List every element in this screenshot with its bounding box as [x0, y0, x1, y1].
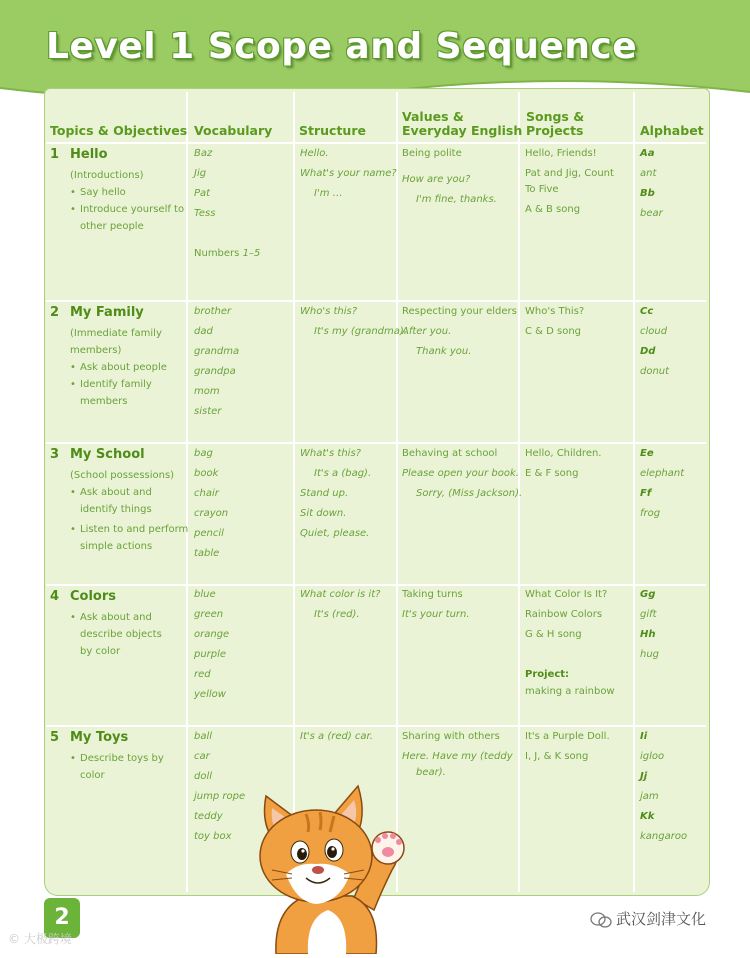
- values-line: Please open your book.: [402, 468, 519, 479]
- topic-title: My Family: [70, 305, 144, 320]
- header-values-line1: Values &: [402, 109, 464, 124]
- row-number: 2: [50, 305, 60, 320]
- values-cell: [402, 444, 522, 504]
- structure-cell: [300, 585, 380, 625]
- vocab-word: Jig: [194, 168, 207, 179]
- objective-text: members: [80, 396, 128, 407]
- vocab-word: pencil: [194, 528, 224, 539]
- vocabulary-cell: [194, 585, 229, 705]
- vocab-word: grandma: [194, 346, 240, 357]
- vocab-word: doll: [194, 771, 213, 782]
- values-cell: [402, 727, 513, 783]
- header-songs: [526, 110, 584, 138]
- values-line: How are you?: [402, 174, 471, 185]
- alphabet-cell: [640, 585, 659, 665]
- vocab-word: chair: [194, 488, 219, 499]
- structure-line: I'm …: [314, 188, 343, 199]
- objective-text: Ask about people: [80, 362, 167, 373]
- song-line: Who's This?: [525, 306, 585, 317]
- watermark-logo-icon: ©: [8, 932, 20, 946]
- vocabulary-cell: [194, 302, 239, 422]
- structure-line: It's a (red) car.: [300, 731, 373, 742]
- vocab-word: red: [194, 669, 211, 680]
- objective-bullet: • Say hello: [70, 187, 126, 198]
- values-line: bear).: [416, 767, 446, 778]
- objective-text: Introduce yourself to: [80, 204, 185, 215]
- alphabet-word: gift: [640, 609, 657, 620]
- vocab-word: dad: [194, 326, 213, 337]
- alphabet-word: frog: [640, 508, 661, 519]
- objective-bullet: • Describe toys by: [70, 753, 164, 764]
- objective-text: Ask about and: [80, 487, 152, 498]
- structure-line: Who's this?: [300, 306, 358, 317]
- watermark-left: [8, 930, 72, 947]
- song-line: It's a Purple Doll.: [525, 731, 610, 742]
- row-number: 5: [50, 730, 60, 745]
- vocab-numbers-range: 1–5: [242, 248, 261, 259]
- page-number-badge: 2: [44, 898, 80, 938]
- vocab-word: jump rope: [194, 791, 246, 802]
- topic-objectives: [70, 325, 167, 410]
- topic-title: My Toys: [70, 730, 129, 745]
- structure-line: It's my (grandma).: [314, 326, 407, 337]
- objective-text: simple actions: [80, 541, 153, 552]
- alphabet-letter: Ii: [640, 731, 648, 742]
- vocab-word: green: [194, 609, 224, 620]
- vocab-word: car: [194, 751, 210, 762]
- topic-subtitle: (Immediate family: [70, 328, 162, 339]
- song-line: What Color Is It?: [525, 589, 608, 600]
- header-values: [402, 110, 522, 138]
- structure-line: What's your name?: [300, 168, 397, 179]
- vocab-word: brother: [194, 306, 232, 317]
- values-line: Here. Have my (teddy: [402, 751, 513, 762]
- structure-line: It's a (bag).: [314, 468, 372, 479]
- objective-text: by color: [80, 646, 121, 657]
- topic-title: My School: [70, 447, 145, 462]
- objective-text: Say hello: [80, 187, 126, 198]
- vocab-word: grandpa: [194, 366, 236, 377]
- structure-cell: [300, 144, 397, 204]
- alphabet-cell: [640, 444, 684, 524]
- structure-line: Quiet, please.: [300, 528, 370, 539]
- song-line: G & H song: [525, 629, 582, 640]
- values-line: Sorry, (Miss Jackson).: [416, 488, 523, 499]
- vocab-word: teddy: [194, 811, 223, 822]
- values-line: Respecting your elders: [402, 306, 517, 317]
- vocab-word: Pat: [194, 188, 211, 199]
- vocab-word: sister: [194, 406, 222, 417]
- vocab-word: orange: [194, 629, 230, 640]
- vocabulary-cell: [194, 144, 260, 264]
- objective-text: Ask about and: [80, 612, 152, 623]
- values-line: Taking turns: [402, 589, 463, 600]
- header-values-line2: Everyday English: [402, 123, 523, 138]
- header-topics: Topics & Objectives: [50, 123, 188, 138]
- structure-cell: [300, 727, 373, 747]
- vocab-word: Tess: [194, 208, 216, 219]
- song-line: A & B song: [525, 204, 581, 215]
- header-songs-line1: Songs &: [526, 109, 585, 124]
- songs-cell: [525, 444, 602, 484]
- header-alphabet: Alphabet: [640, 123, 704, 138]
- topic-subtitle: members): [70, 345, 122, 356]
- topic-objectives: [70, 467, 188, 555]
- alphabet-word: hug: [640, 649, 660, 660]
- vocab-word: purple: [194, 649, 227, 660]
- song-line: To Five: [525, 184, 559, 195]
- column-divider: [633, 92, 635, 892]
- alphabet-word: kangaroo: [640, 831, 688, 842]
- alphabet-cell: [640, 727, 687, 847]
- vocab-word: mom: [194, 386, 220, 397]
- structure-line: Stand up.: [300, 488, 349, 499]
- values-line: Behaving at school: [402, 448, 498, 459]
- header-vocabulary: Vocabulary: [194, 123, 273, 138]
- values-cell: [402, 585, 470, 625]
- alphabet-word: cloud: [640, 326, 668, 337]
- structure-line: What color is it?: [300, 589, 381, 600]
- vocabulary-cell: [194, 444, 228, 564]
- vocab-word: blue: [194, 589, 216, 600]
- topic-title: Colors: [70, 589, 117, 604]
- topic-subtitle: (Introductions): [70, 170, 144, 181]
- row-number: 4: [50, 589, 60, 604]
- objective-text: other people: [80, 221, 144, 232]
- alphabet-word: igloo: [640, 751, 665, 762]
- objective-bullet: • Ask about and: [70, 487, 152, 498]
- values-line: Thank you.: [416, 346, 472, 357]
- vocab-word: bag: [194, 448, 213, 459]
- alphabet-cell: [640, 302, 669, 382]
- topic-subtitle: (School possessions): [70, 470, 175, 481]
- objective-bullet: • Introduce yourself to: [70, 204, 185, 215]
- alphabet-letter: Gg: [640, 589, 656, 600]
- objective-bullet: • Ask about people: [70, 362, 167, 373]
- alphabet-word: bear: [640, 208, 663, 219]
- project-label: Project:: [525, 669, 570, 680]
- objective-text: identify things: [80, 504, 152, 515]
- project-text: making a rainbow: [525, 686, 615, 697]
- objective-text: describe objects: [80, 629, 162, 640]
- watermark-right-text: 武汉剑津文化: [616, 910, 707, 928]
- objective-text: Identify family: [80, 379, 152, 390]
- objective-bullet: • Identify family: [70, 379, 152, 390]
- songs-cell: [525, 144, 614, 220]
- alphabet-word: elephant: [640, 468, 685, 479]
- objective-text: color: [80, 770, 105, 781]
- values-line: Sharing with others: [402, 731, 500, 742]
- alphabet-letter: Dd: [640, 346, 656, 357]
- vocab-word: ball: [194, 731, 213, 742]
- row-number: 1: [50, 147, 60, 162]
- values-line: After you.: [402, 326, 452, 337]
- objective-bullet: • Listen to and perform: [70, 524, 189, 535]
- alphabet-cell: [640, 144, 663, 224]
- watermark-left-text: 大极跨境: [23, 932, 72, 946]
- alphabet-letter: Ff: [640, 488, 652, 499]
- values-line: Being polite: [402, 148, 462, 159]
- songs-cell: [525, 585, 615, 702]
- header-songs-line2: Projects: [526, 123, 584, 138]
- song-line: Hello, Friends!: [525, 148, 597, 159]
- alphabet-word: ant: [640, 168, 657, 179]
- song-line: Hello, Children.: [525, 448, 602, 459]
- values-cell: [402, 144, 497, 210]
- alphabet-word: donut: [640, 366, 670, 377]
- vocab-numbers: [194, 244, 260, 264]
- objective-text: Listen to and perform: [80, 524, 189, 535]
- row-number: 3: [50, 447, 60, 462]
- wechat-icon: [590, 912, 612, 928]
- alphabet-letter: Ee: [640, 448, 654, 459]
- structure-line: Hello.: [300, 148, 329, 159]
- song-line: Pat and Jig, Count: [525, 168, 614, 179]
- watermark-right: [590, 908, 706, 929]
- structure-line: It's (red).: [314, 609, 360, 620]
- structure-cell: [300, 302, 407, 342]
- alphabet-letter: Kk: [640, 811, 655, 822]
- structure-line: What's this?: [300, 448, 361, 459]
- values-line: It's your turn.: [402, 609, 470, 620]
- alphabet-letter: Aa: [640, 148, 655, 159]
- topic-title: Hello: [70, 147, 108, 162]
- topic-objectives: [70, 167, 184, 235]
- values-cell: [402, 302, 517, 362]
- song-line: Rainbow Colors: [525, 609, 603, 620]
- vocab-numbers-label: Numbers: [194, 248, 240, 259]
- vocab-word: crayon: [194, 508, 229, 519]
- song-line: E & F song: [525, 468, 579, 479]
- songs-cell: [525, 727, 610, 767]
- alphabet-letter: Jj: [640, 771, 648, 782]
- vocab-word: yellow: [194, 689, 226, 700]
- alphabet-letter: Hh: [640, 629, 656, 640]
- topic-objectives: [70, 750, 164, 784]
- alphabet-letter: Bb: [640, 188, 655, 199]
- objective-bullet: • Ask about and: [70, 612, 152, 623]
- structure-line: Sit down.: [300, 508, 347, 519]
- vocab-word: Baz: [194, 148, 213, 159]
- page-title: Level 1 Scope and Sequence: [46, 26, 638, 67]
- cat-mascot-illustration: [236, 778, 416, 954]
- objective-text: Describe toys by: [80, 753, 164, 764]
- structure-cell: [300, 444, 371, 544]
- column-divider: [396, 92, 398, 892]
- vocab-word: book: [194, 468, 219, 479]
- songs-cell: [525, 302, 584, 342]
- values-line: I'm fine, thanks.: [416, 194, 497, 205]
- song-line: I, J, & K song: [525, 751, 589, 762]
- vocab-word: table: [194, 548, 220, 559]
- column-divider: [293, 92, 295, 892]
- song-line: C & D song: [525, 326, 582, 337]
- alphabet-word: jam: [640, 791, 659, 802]
- alphabet-letter: Cc: [640, 306, 654, 317]
- header-structure: Structure: [299, 123, 366, 138]
- row-divider: [46, 442, 706, 444]
- topic-objectives: [70, 609, 162, 660]
- vocab-word: toy box: [194, 831, 232, 842]
